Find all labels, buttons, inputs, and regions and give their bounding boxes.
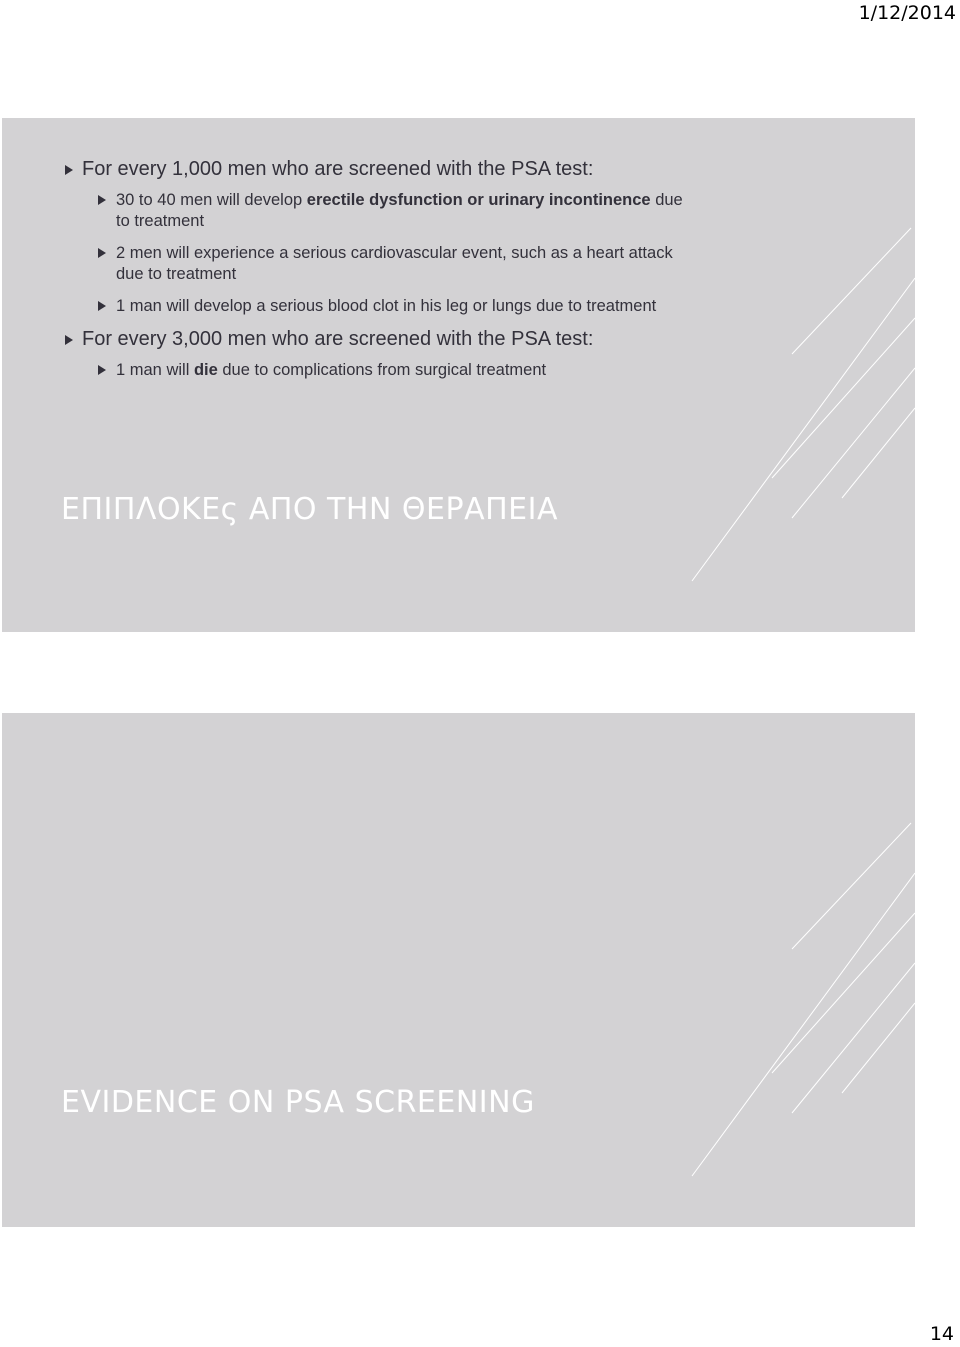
page-date: 1/12/2014 bbox=[858, 2, 956, 24]
triangle-bullet-icon bbox=[98, 365, 106, 375]
sub-bullet-text: 30 to 40 men will develop bbox=[116, 191, 307, 209]
triangle-bullet-icon bbox=[65, 165, 73, 175]
triangle-bullet-icon bbox=[98, 195, 106, 205]
slide-title: EVIDENCE ON PSA SCREENING bbox=[61, 1085, 535, 1120]
emphasis-text: die bbox=[193, 361, 218, 379]
sub-bullet-text: due to treatment bbox=[116, 191, 683, 230]
slide-evidence-psa bbox=[2, 713, 915, 1227]
slide-body bbox=[60, 158, 700, 392]
sub-bullet-surgical-death bbox=[60, 360, 700, 381]
triangle-bullet-icon bbox=[98, 248, 106, 258]
bullet-text: For every 1,000 men who are screened with the PSA test: bbox=[82, 158, 594, 180]
sub-bullet-erectile-dysfunction bbox=[60, 190, 700, 232]
decorative-lines bbox=[2, 713, 915, 1227]
bullet-text: For every 3,000 men who are screened with the PSA test: bbox=[82, 328, 594, 350]
sub-bullet-text: 1 man will develop a serious blood clot in his leg or lungs due to treatment bbox=[116, 297, 657, 315]
sub-bullet-text: 1 man will bbox=[116, 361, 194, 379]
sub-bullet-cardiovascular-event bbox=[60, 243, 700, 285]
slide-complications bbox=[2, 118, 915, 632]
triangle-bullet-icon bbox=[98, 301, 106, 311]
bullet-screened-3000 bbox=[60, 328, 700, 351]
sub-bullet-text: due to complications from surgical treatment bbox=[217, 361, 547, 379]
bullet-screened-1000 bbox=[60, 158, 700, 181]
sub-bullet-blood-clot bbox=[60, 296, 700, 317]
emphasis-text: erectile dysfunction or urinary incontinence bbox=[306, 191, 651, 209]
sub-bullet-text: 2 men will experience a serious cardiovascular event, such as a heart attack due to treatment bbox=[116, 244, 673, 283]
slide-title: ΕΠΙΠΛΟΚΕς ΑΠΟ ΤΗΝ ΘΕΡΑΠΕΙΑ bbox=[61, 492, 558, 527]
page-number: 14 bbox=[929, 1323, 954, 1345]
triangle-bullet-icon bbox=[65, 335, 73, 345]
